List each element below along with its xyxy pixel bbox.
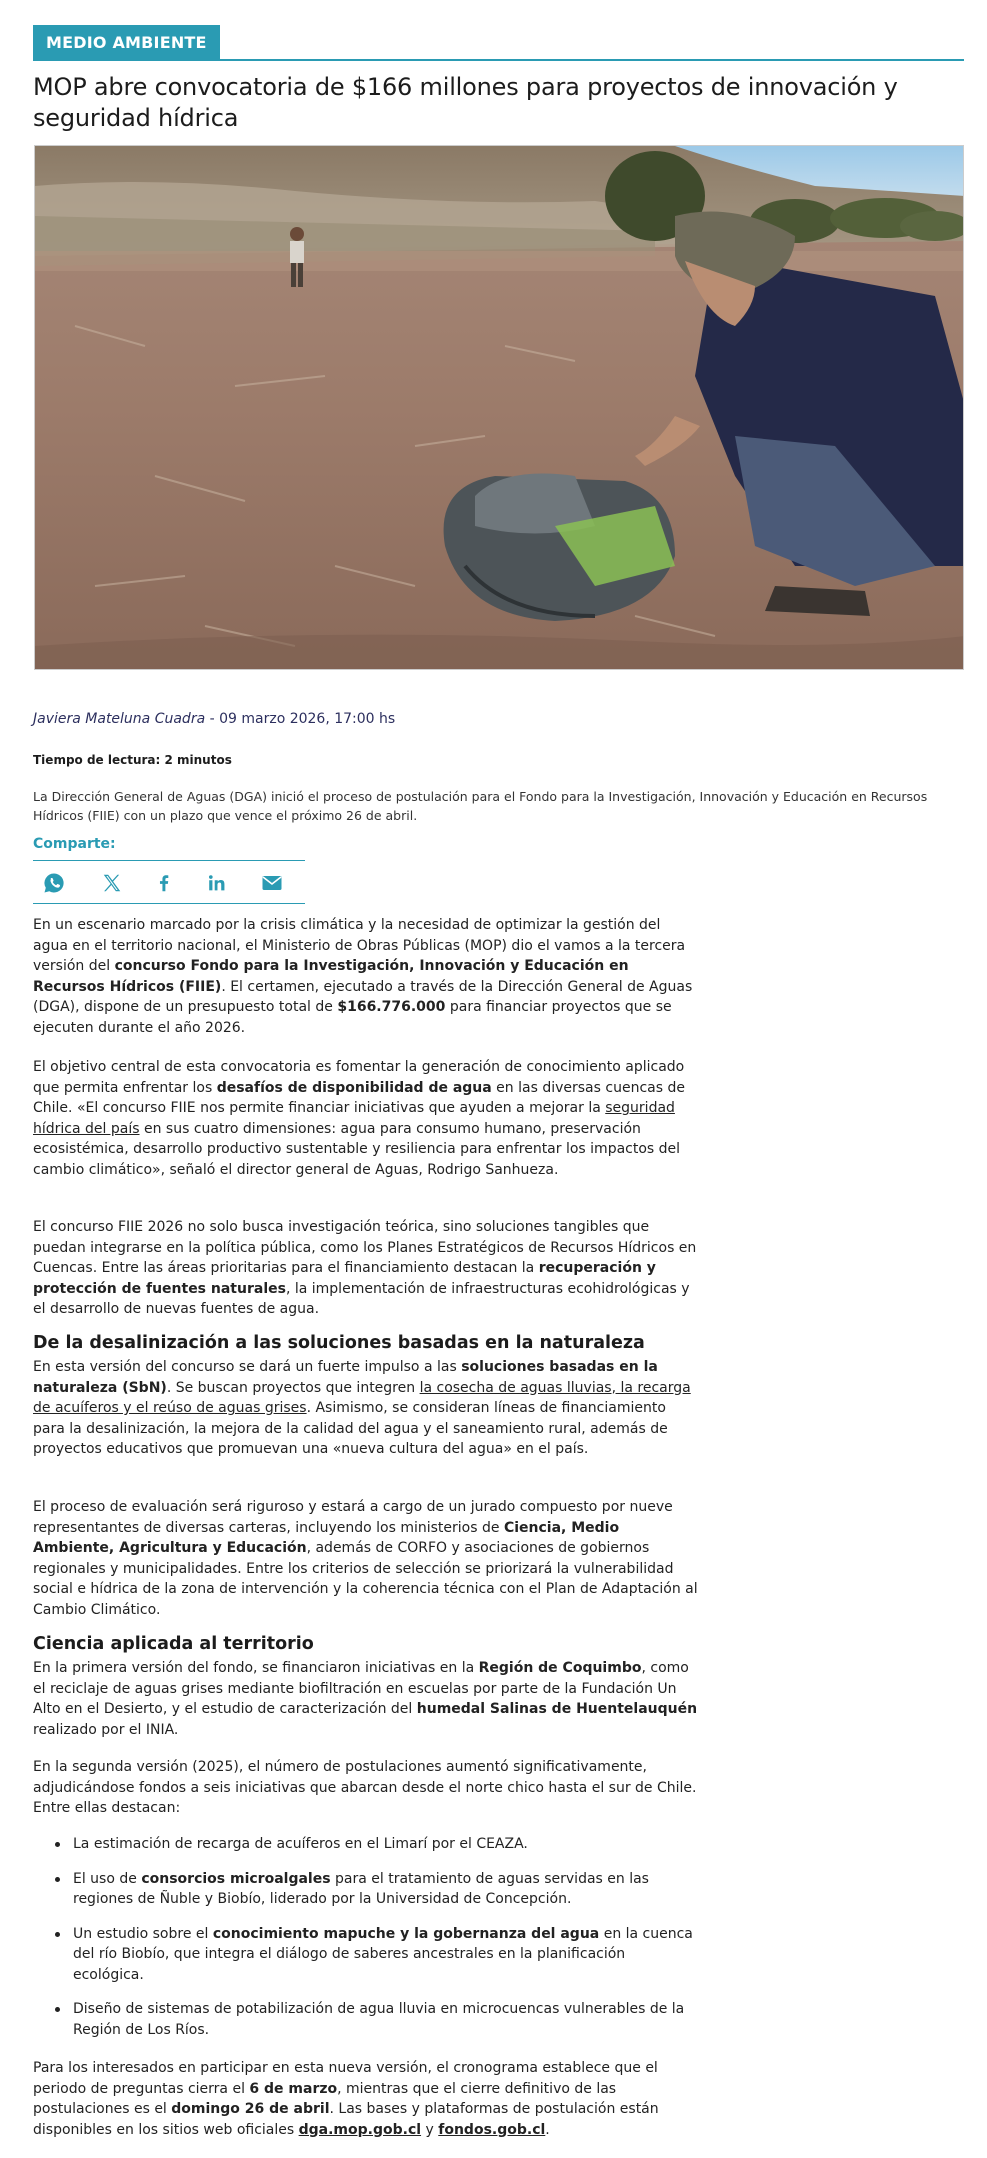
whatsapp-share-button[interactable] [40,869,68,897]
inline-link[interactable]: seguridad hídrica del país [33,1100,675,1137]
byline-separator: - [205,711,220,727]
dga-link[interactable]: dga.mop.gob.cl [298,2121,422,2138]
section-heading: De la desalinización a las soluciones basadas en la naturaleza [33,1333,645,1353]
article-headline: MOP abre convocatoria de $166 millones para proyectos de innovación y seguridad hídrica [33,73,898,132]
x-share-button[interactable] [98,869,126,897]
x-icon [101,872,123,894]
article-paragraph: En un escenario marcado por la crisis climática y la necesidad de optimizar la gestión del agua en el territorio nacional, el Ministerio de Obras Públicas (MOP) dio el vamos a la tercera versión del concurso Fondo para la Investigación, Innovación y Educación en Recursos Hídricos (FIIE). El certamen, ejecutado a través de la Dirección General de Aguas (DGA), dispone de un presupuesto total de $166.776.000 para financiar proyectos que se ejecuten durante el año 2026. [33,917,693,1036]
facebook-share-button[interactable] [150,869,178,897]
whatsapp-icon [42,871,66,895]
author-name[interactable]: Javiera Mateluna Cuadra [33,711,206,727]
publish-date: 09 marzo 2026, 17:00 hs [219,711,396,727]
section-heading: Ciencia aplicada al territorio [33,1634,314,1654]
article-paragraph: El concurso FIIE 2026 no solo busca investigación teórica, sino soluciones tangibles que puedan integrarse en la política pública, como los Planes Estratégicos de Recursos Hídricos en Cuencas. Entre las áreas prioritarias para el financiamiento destacan la recuperación y protección de fuentes naturales, la implementación de infraestructuras ecohidrológicas y el desarrollo de nuevas fuentes de agua. [33,1219,697,1317]
article-paragraph: En la segunda versión (2025), el número de postulaciones aumentó significativamente, adjudicándose fondos a seis iniciativas que abarcan desde el norte chico hasta el sur de Chile. Entre ellas destacan: [33,1759,697,1816]
list-item: Diseño de sistemas de potabilización de agua lluvia en microcuencas vulnerables de la Región de Los Ríos. [33,1999,698,2040]
highlights-list [33,1834,698,2040]
list-item: El uso de consorcios microalgales para el tratamiento de aguas servidas en las regiones de Ñuble y Biobío, liderado por la Universidad de Concepción. [33,1869,698,1910]
reading-time: Tiempo de lectura: 2 minutos [33,753,232,767]
article-paragraph: El objetivo central de esta convocatoria es fomentar la generación de conocimiento aplicado que permita enfrentar los desafíos de disponibilidad de agua en las diversas cuencas de Chile. «El concurso FIIE nos permite financiar iniciativas que ayuden a mejorar la seguridad hídrica del país en sus cuatro dimensiones: agua para consumo humano, preservación ecosistémica, desarrollo productivo sustentable y resiliencia para enfrentar los impactos del cambio climático», señaló el director general de Aguas, Rodrigo Sanhueza. [33,1059,685,1178]
share-label: Comparte: [33,836,116,852]
article-summary: La Dirección General de Aguas (DGA) inició el proceso de postulación para el Fondo para la Investigación, Innovación y Educación en Recursos Hídricos (FIIE) con un plazo que vence el próximo 26 de abril. [33,789,928,823]
share-bar [33,860,305,904]
category-tag[interactable]: MEDIO AMBIENTE [33,25,220,60]
article-paragraph: Para los interesados en participar en esta nueva versión, el cronograma establece que el periodo de preguntas cierra el 6 de marzo, mientras que el cierre definitivo de las postulaciones es el domingo 26 de abril. Las bases y plataformas de postulación están disponibles en los sitios web oficiales dga.mop.gob.cl y fondos.gob.cl. [33,2060,659,2138]
byline [33,711,395,727]
category-bar [33,25,964,61]
list-item: La estimación de recarga de acuíferos en el Limarí por el CEAZA. [33,1834,698,1855]
facebook-icon [153,872,175,894]
article-paragraph: En esta versión del concurso se dará un fuerte impulso a las soluciones basadas en la naturaleza (SbN). Se buscan proyectos que integren la cosecha de aguas lluvias, la recarga de acuíferos y el reúso de aguas grises. Asimismo, se consideran líneas de financiamiento para la desalinización, la mejora de la calidad del agua y el saneamiento rural, además de proyectos educativos que promuevan una «nueva cultura del agua» en el país. [33,1359,691,1457]
inline-link[interactable]: la cosecha de aguas lluvias, la recarga de acuíferos y el reúso de aguas grises [33,1379,691,1416]
hero-image [34,145,964,670]
article-paragraph: En la primera versión del fondo, se financiaron iniciativas en la Región de Coquimbo, como el reciclaje de aguas grises mediante biofiltración en escuelas por parte de la Fundación Un Alto en el Desierto, y el estudio de caracterización del humedal Salinas de Huentelauquén realizado por el INIA. [33,1660,698,1738]
linkedin-icon [206,872,228,894]
fondos-link[interactable]: fondos.gob.cl [438,2121,546,2138]
article-paragraph: El proceso de evaluación será riguroso y estará a cargo de un jurado compuesto por nueve representantes de diversas carteras, incluyendo los ministerios de Ciencia, Medio Ambiente, Agricultura y Educación, además de CORFO y asociaciones de gobiernos regionales y municipalidades. Entre los criterios de selección se priorizará la vulnerabilidad social e hídrica de la zona de intervención y la coherencia técnica con el Plan de Adaptación al Cambio Climático. [33,1499,698,1618]
photo-icon [35,146,964,670]
linkedin-share-button[interactable] [203,869,231,897]
mail-share-button[interactable] [258,869,286,897]
list-item: Un estudio sobre el conocimiento mapuche y la gobernanza del agua en la cuenca del río Biobío, que integra el diálogo de saberes ancestrales en la planificación ecológica. [33,1924,698,1986]
mail-icon [260,871,284,895]
